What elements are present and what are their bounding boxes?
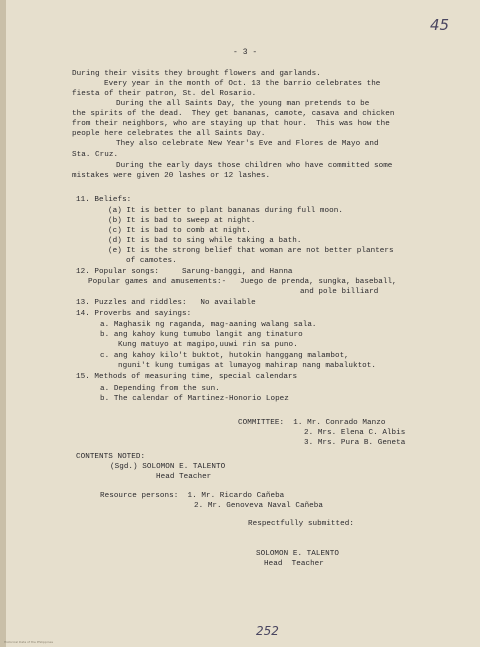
footer-note: Historical Data of the Philippines (4, 640, 54, 644)
list-item: b. The calendar of Martinez-Honorio Lopez (100, 395, 289, 403)
committee-member: 2. Mrs. Elena C. Albis (304, 429, 406, 437)
text-line: During their visits they brought flowers and garlands. (72, 70, 321, 78)
text-line: Sta. Cruz. (72, 151, 119, 159)
text-line: the spirits of the dead. They get bananas, camote, casava and chicken (72, 110, 395, 118)
list-item: of camotes. (126, 257, 177, 265)
text-line: Popular games and amusements:- Juego de prenda, sungka, baseball, (88, 278, 397, 286)
handwritten-number: 252 (256, 624, 279, 638)
list-item: (b) It is bad to sweep at night. (108, 217, 256, 225)
page-number: - 3 - (233, 48, 258, 57)
list-item: (e) It is the strong belief that woman are not better planters (108, 247, 394, 255)
committee-label: COMMITTEE: 1. Mr. Conrado Manzo (238, 419, 386, 427)
list-item: Kung matuyo at magipo,uuwi rin sa puno. (118, 341, 298, 349)
resource-persons: Resource persons: 1. Mr. Ricardo Cañeba (100, 492, 285, 500)
list-item: (c) It is bad to comb at night. (108, 227, 251, 235)
list-item: nguni't kung tumigas at lumayog mahirap nang mabaluktot. (118, 362, 376, 370)
list-item: (d) It is bad to sing while taking a bath. (108, 237, 302, 245)
list-item: a. Depending from the sun. (100, 385, 220, 393)
text-line: They also celebrate New Year's Eve and Flores de Mayo and (116, 140, 379, 148)
signature-line: (Sgd.) SOLOMON E. TALENTO (110, 463, 226, 471)
section-heading: 13. Puzzles and riddles: No available (76, 299, 256, 307)
text-line: and pole billiard (300, 288, 379, 296)
handwritten-page-number: 45 (430, 16, 450, 34)
section-heading: 14. Proverbs and sayings: (76, 310, 192, 318)
signatory-title: Head Teacher (264, 560, 324, 568)
list-item: (a) It is better to plant bananas during full moon. (108, 207, 343, 215)
section-heading: 15. Methods of measuring time, special calendars (76, 373, 298, 381)
closing: Respectfully submitted: (248, 520, 354, 528)
text-line: mistakes were given 20 lashes or 12 lashes. (72, 172, 271, 180)
text-line: from their neighbors, who are staying up that hour. This was how the (72, 120, 390, 128)
contents-noted-label: CONTENTS NOTED: (76, 453, 146, 461)
text-line: people here celebrates the all Saints Day. (72, 130, 266, 138)
text-line: fiesta of their patron, St. del Rosario. (72, 90, 257, 98)
text-line: During the all Saints Day, the young man pretends to be (116, 100, 370, 108)
committee-member: 3. Mrs. Pura B. Geneta (304, 439, 406, 447)
list-item: a. Maghasik ng raganda, mag-aaning walang sala. (100, 321, 317, 329)
list-item: c. ang kahoy kilo't buktot, hutokin hanggang malambot, (100, 352, 349, 360)
text-line: Every year in the month of Oct. 13 the barrio celebrates the (104, 80, 381, 88)
resource-person: 2. Mr. Genoveva Naval Cañeba (194, 502, 323, 510)
signature-title: Head Teacher (156, 473, 212, 481)
section-heading: 12. Popular songs: Sarung-banggi, and Hanna (76, 268, 293, 276)
section-heading: 11. Beliefs: (76, 196, 132, 204)
page-edge (0, 0, 6, 647)
signatory-name: SOLOMON E. TALENTO (256, 550, 339, 558)
text-line: During the early days those children who have committed some (116, 162, 393, 170)
list-item: b. ang kahoy kung tumubo langit ang tinaturo (100, 331, 303, 339)
